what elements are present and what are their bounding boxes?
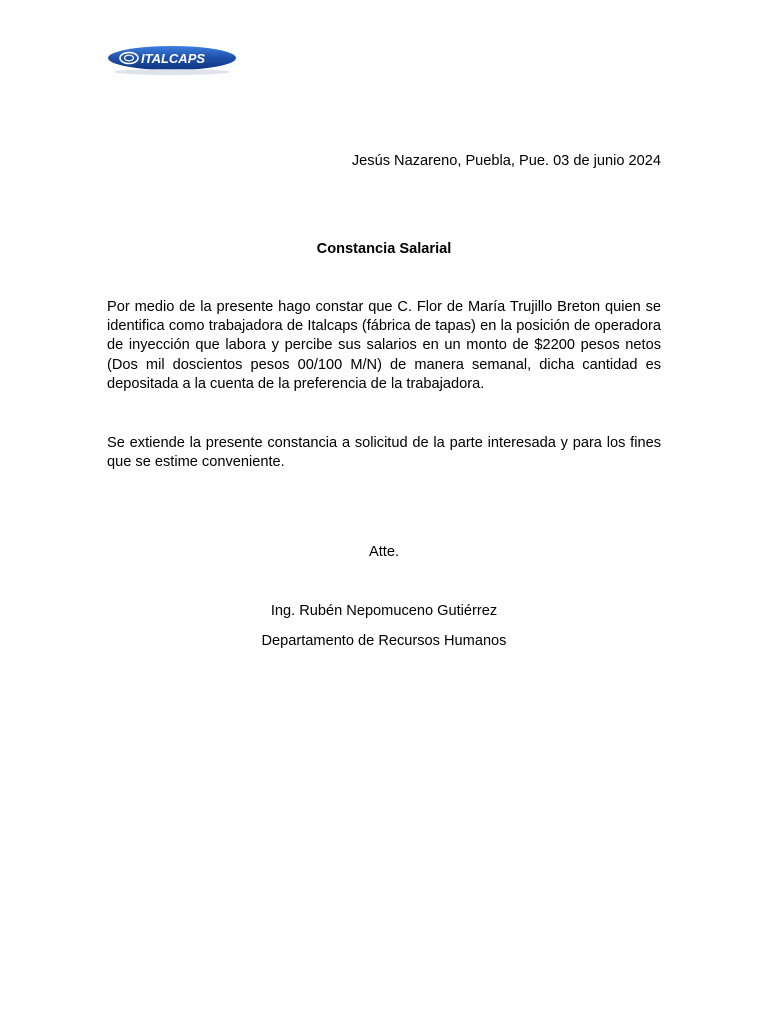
document-title: Constancia Salarial [316, 241, 452, 257]
body-paragraph-2: Se extiende la presente constancia a solicitud de la parte interesada y para los fines que se estime conveniente. [107, 435, 661, 471]
body-paragraph-1: Por medio de la presente hago constar que C. Flor de María Trujillo Breton quien se identifica como trabajadora de Italcaps (fábrica de tapas) en la posición de operadora de inyección que labora y percibe sus salarios en un monto de $2200 pesos netos (Dos mil doscientos pesos 00/100 M/N) de manera semanal, dicha cantidad es depositada a la cuenta de la preferencia de la trabajadora. [107, 299, 661, 392]
italcaps-logo [107, 42, 238, 76]
date-line: Jesús Nazareno, Puebla, Pue. 03 de junio 2024 [351, 153, 661, 169]
closing-text: Atte. [368, 544, 399, 560]
signer-department: Departamento de Recursos Humanos [261, 633, 507, 649]
logo-text: ITALCAPS [141, 51, 206, 66]
italcaps-logo-graphic [107, 42, 238, 76]
signer-name: Ing. Rubén Nepomuceno Gutiérrez [270, 603, 498, 619]
